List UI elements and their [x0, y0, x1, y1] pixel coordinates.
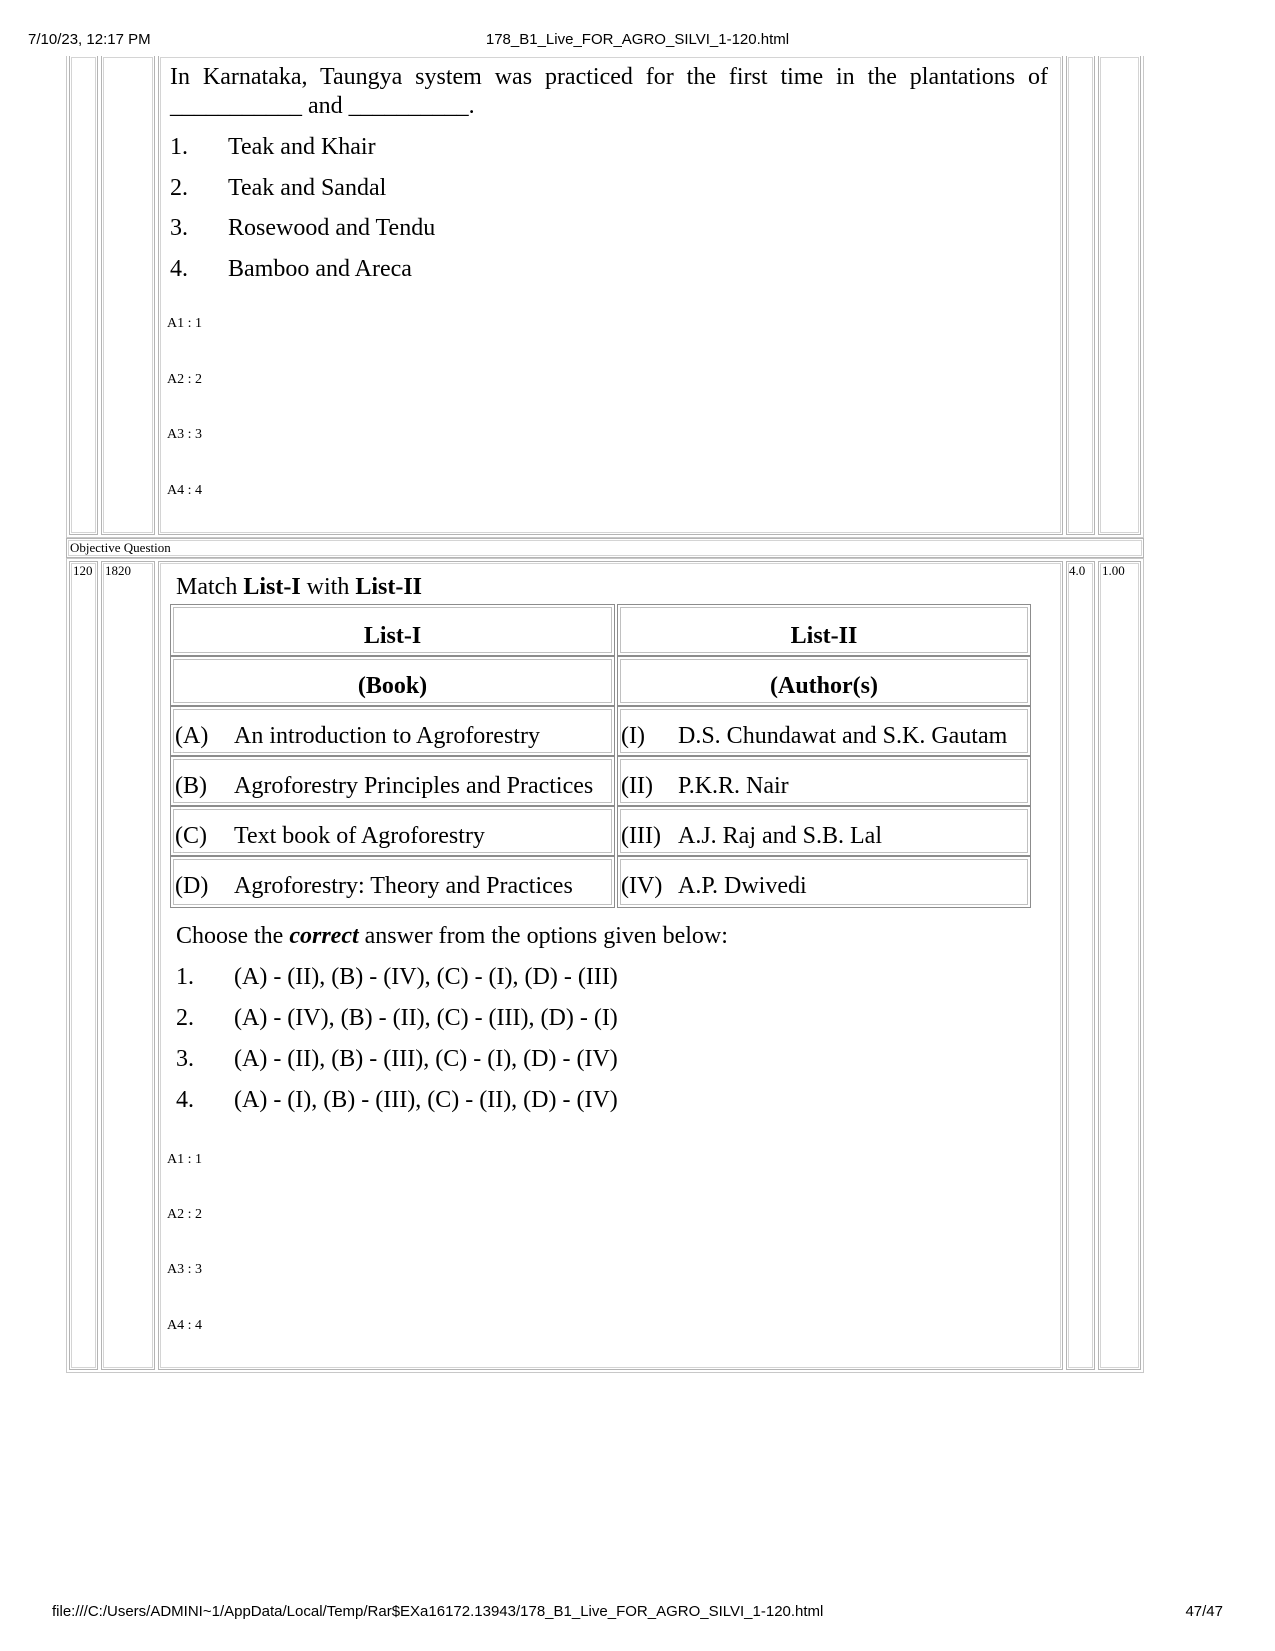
- match-intro-with: with: [300, 574, 356, 600]
- list2-author: P.K.R. Nair: [678, 773, 789, 799]
- section-label: Objective Question: [70, 540, 171, 555]
- list1-book: Agroforestry Principles and Practices: [234, 773, 594, 799]
- list1-label: (B): [175, 773, 207, 799]
- option-number: 1.: [170, 134, 188, 160]
- negative-cell: [1098, 561, 1141, 1370]
- option-text: (A) - (I), (B) - (III), (C) - (II), (D) - (IV): [234, 1087, 618, 1113]
- match-intro-list2: List-II: [355, 574, 423, 600]
- list1-label: (C): [175, 823, 207, 849]
- answer-key: A3 : 3: [167, 427, 202, 442]
- choose-instruction: [176, 922, 728, 951]
- list1-book: Text book of Agroforestry: [234, 823, 485, 849]
- marks-cell: [1066, 561, 1095, 1370]
- option-number: 3.: [176, 1046, 194, 1072]
- choose-suffix: answer from the options given below:: [358, 923, 728, 949]
- question-serial: 120: [73, 563, 93, 578]
- print-file-path: file:///C:/Users/ADMINI~1/AppData/Local/Temp/Rar$EXa16172.13943/178_B1_Live_FOR_AGRO_SILVI_1-120.html: [52, 1603, 824, 1620]
- list1-book: Agroforestry: Theory and Practices: [234, 873, 573, 899]
- question-negative-marks: 1.00: [1102, 563, 1125, 578]
- list2-label: (III): [621, 823, 661, 849]
- list2-author: A.J. Raj and S.B. Lal: [678, 823, 882, 849]
- option-text: Rosewood and Tendu: [228, 215, 436, 241]
- option-number: 3.: [170, 215, 188, 241]
- list2-label: (IV): [621, 873, 663, 899]
- match-intro: [176, 573, 422, 602]
- list1-header: List-I: [363, 623, 422, 649]
- question-cell-top: [158, 56, 1063, 535]
- list2-label: (I): [621, 723, 645, 749]
- question-id: 1820: [105, 563, 131, 578]
- answer-key: A4 : 4: [167, 1318, 202, 1333]
- list2-subheader: (Author(s): [770, 673, 878, 699]
- answer-key: A1 : 1: [167, 1152, 202, 1167]
- option-text: Teak and Sandal: [228, 175, 387, 201]
- print-date: 7/10/23, 12:17 PM: [28, 31, 151, 48]
- print-page-number: 47/47: [1185, 1603, 1223, 1620]
- id-cell-top: [101, 56, 155, 535]
- option-number: 2.: [170, 175, 188, 201]
- match-intro-list1: List-I: [243, 574, 301, 600]
- section-label-cell: [66, 538, 1144, 558]
- answer-key: A4 : 4: [167, 483, 202, 498]
- option-number: 1.: [176, 964, 194, 990]
- list2-label: (II): [621, 773, 653, 799]
- option-number: 4.: [170, 256, 188, 282]
- list2-author: D.S. Chundawat and S.K. Gautam: [678, 723, 1008, 749]
- answer-key: A2 : 2: [167, 372, 202, 387]
- question-stem: In Karnataka, Taungya system was practiced for the first time in the plantations of ___________ and __________.: [170, 64, 1048, 119]
- choose-prefix: Choose the: [176, 923, 290, 949]
- choose-emphasis: correct: [289, 923, 359, 949]
- option-text: Bamboo and Areca: [228, 256, 412, 282]
- answer-key: A2 : 2: [167, 1207, 202, 1222]
- serial-cell-top: [69, 56, 98, 535]
- option-number: 4.: [176, 1087, 194, 1113]
- list1-label: (A): [175, 723, 209, 749]
- option-text: (A) - (II), (B) - (III), (C) - (I), (D) - (IV): [234, 1046, 618, 1072]
- answer-key: A3 : 3: [167, 1262, 202, 1277]
- option-text: Teak and Khair: [228, 134, 376, 160]
- id-cell: [101, 561, 155, 1370]
- match-intro-prefix: Match: [176, 574, 244, 600]
- answer-key: A1 : 1: [167, 316, 202, 331]
- print-title: 178_B1_Live_FOR_AGRO_SILVI_1-120.html: [485, 31, 790, 48]
- list2-author: A.P. Dwivedi: [678, 873, 807, 899]
- list2-header: List-II: [790, 623, 858, 649]
- marks-cell-top: [1066, 56, 1095, 535]
- question-marks: 4.0: [1069, 563, 1086, 578]
- negative-cell-top: [1098, 56, 1141, 535]
- option-number: 2.: [176, 1005, 194, 1031]
- list1-subheader: (Book): [357, 673, 428, 699]
- serial-cell: [69, 561, 98, 1370]
- list1-book: An introduction to Agroforestry: [234, 723, 540, 749]
- list1-label: (D): [175, 873, 209, 899]
- option-text: (A) - (II), (B) - (IV), (C) - (I), (D) - (III): [234, 964, 618, 990]
- option-text: (A) - (IV), (B) - (II), (C) - (III), (D) - (I): [234, 1005, 618, 1031]
